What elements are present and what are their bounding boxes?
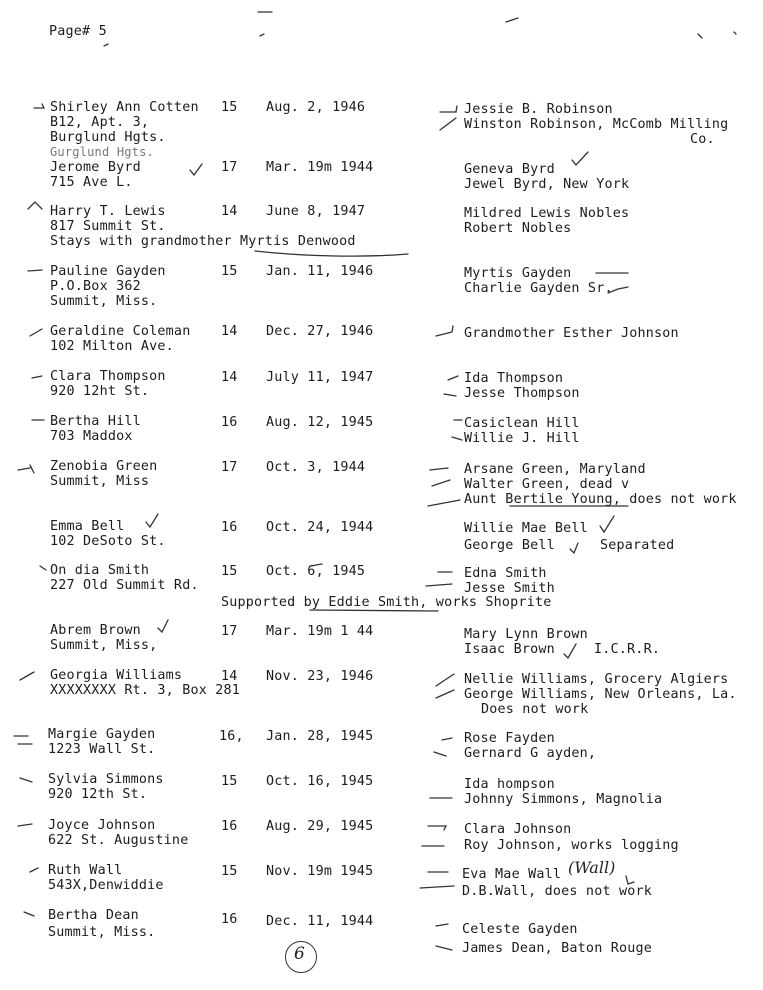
student-name: Margie Gayden — [48, 727, 156, 742]
student-age: 17 — [221, 460, 238, 475]
student-address: XXXXXXXX Rt. 3, Box 281 — [50, 683, 241, 698]
parent-name: Jesse Thompson — [464, 386, 580, 401]
student-age: 17 — [221, 624, 238, 639]
parent-name: Roy Johnson, works logging — [464, 838, 679, 853]
parent-note: Does not work — [481, 702, 589, 717]
student-dob: Jan. 11, 1946 — [266, 264, 374, 279]
student-age: 14 — [221, 204, 238, 219]
student-age: 15 — [221, 864, 238, 879]
student-dob: Aug. 12, 1945 — [266, 415, 374, 430]
student-address: 102 DeSoto St. — [50, 534, 166, 549]
parent-name: George Bell — [464, 538, 555, 553]
parent-name: Arsane Green, Maryland — [464, 462, 646, 477]
student-age: 17 — [221, 160, 238, 175]
handwritten-wall-note: (Wall) — [568, 858, 616, 877]
student-age: 15 — [221, 774, 238, 789]
student-dob: Oct. 16, 1945 — [266, 774, 374, 789]
parent-name: James Dean, Baton Rouge — [462, 941, 653, 956]
student-name: Zenobia Green — [50, 459, 158, 474]
student-address: 227 Old Summit Rd. — [50, 578, 199, 593]
student-address: 1223 Wall St. — [48, 742, 156, 757]
student-address: Summit, Miss — [50, 474, 150, 489]
parent-name: Nellie Williams, Grocery Algiers — [464, 672, 729, 687]
student-address: P.O.Box 362 — [50, 279, 141, 294]
student-address: Burglund Hgts. — [50, 130, 166, 145]
parent-name: Ida hompson — [464, 777, 555, 792]
parent-note: I.C.R.R. — [594, 642, 661, 657]
parent-name: Eva Mae Wall — [462, 867, 562, 882]
student-name: Abrem Brown — [50, 623, 141, 638]
student-age: 16 — [221, 520, 238, 535]
student-age: 16, — [219, 729, 244, 744]
parent-name: Jewel Byrd, New York — [464, 177, 630, 192]
student-address: 817 Summit St. — [50, 219, 166, 234]
student-dob: Aug. 2, 1946 — [266, 100, 366, 115]
parent-name: Jessie B. Robinson — [464, 102, 613, 117]
student-dob: June 8, 1947 — [266, 204, 366, 219]
parent-name: Robert Nobles — [464, 221, 572, 236]
student-age: 16 — [221, 819, 238, 834]
student-name: Ruth Wall — [48, 863, 123, 878]
parent-name: Geneva Byrd — [464, 162, 555, 177]
parent-name: Johnny Simmons, Magnolia — [464, 792, 663, 807]
student-age: 16 — [221, 415, 238, 430]
student-dob: Oct. 24, 1944 — [266, 520, 374, 535]
student-name: Pauline Gayden — [50, 264, 166, 279]
student-name: Harry T. Lewis — [50, 204, 166, 219]
student-address: Summit, Miss. — [48, 925, 156, 940]
parent-name: Charlie Gayden Sr. — [464, 281, 613, 296]
student-address: 715 Ave L. — [50, 175, 133, 190]
student-note: Supported by Eddie Smith, works Shoprite — [221, 595, 552, 610]
student-name: Shirley Ann Cotten — [50, 100, 199, 115]
handwritten-page-number: 6 — [294, 944, 305, 964]
student-name: Bertha Hill — [50, 414, 141, 429]
student-name: Joyce Johnson — [48, 818, 156, 833]
student-note: Stays with grandmother Myrtis Denwood — [50, 234, 356, 249]
student-dob: Mar. 19m 1 44 — [266, 624, 374, 639]
student-dob: Nov. 23, 1946 — [266, 669, 374, 684]
student-address: 622 St. Augustine — [48, 833, 189, 848]
parent-name: Willie J. Hill — [464, 431, 580, 446]
parent-name: Celeste Gayden — [462, 922, 578, 937]
parent-name: Clara Johnson — [464, 822, 572, 837]
student-address: 102 Milton Ave. — [50, 339, 174, 354]
student-dob: Nov. 19m 1945 — [266, 864, 374, 879]
student-name: Emma Bell — [50, 519, 125, 534]
parent-name: Willie Mae Bell — [464, 521, 588, 536]
student-age: 15 — [221, 564, 238, 579]
student-dob: Dec. 27, 1946 — [266, 324, 374, 339]
parent-name: Gernard G ayden, — [464, 746, 597, 761]
parent-name: Aunt Bertile Young, does not work — [464, 492, 737, 507]
parent-name: D.B.Wall, does not work — [462, 884, 653, 899]
student-age: 14 — [221, 370, 238, 385]
parent-name: Winston Robinson, McComb Milling — [464, 117, 729, 132]
parent-name: Walter Green, dead v — [464, 477, 630, 492]
student-age: 14 — [221, 324, 238, 339]
parent-name: George Williams, New Orleans, La. — [464, 687, 737, 702]
parent-name: Casiclean Hill — [464, 416, 580, 431]
parent-name: Co. — [690, 132, 715, 147]
parent-name: Mary Lynn Brown — [464, 627, 588, 642]
student-dob: Mar. 19m 1944 — [266, 160, 374, 175]
student-name: Sylvia Simmons — [48, 772, 164, 787]
student-dob: Oct. 3, 1944 — [266, 460, 366, 475]
parent-name: Mildred Lewis Nobles — [464, 206, 630, 221]
student-dob: Aug. 29, 1945 — [266, 819, 374, 834]
student-dob: July 11, 1947 — [266, 370, 374, 385]
student-dob: Dec. 11, 1944 — [266, 914, 374, 929]
student-age: 15 — [221, 100, 238, 115]
parent-name: Jesse Smith — [464, 581, 555, 596]
student-name: On dia Smith — [50, 563, 150, 578]
student-dob: Jan. 28, 1945 — [266, 729, 374, 744]
parent-name: Ida Thompson — [464, 371, 564, 386]
student-address: 920 12th St. — [48, 787, 148, 802]
student-address: 920 12ht St. — [50, 384, 150, 399]
student-address: B12, Apt. 3, — [50, 115, 150, 130]
student-age: 15 — [221, 264, 238, 279]
student-name: Clara Thompson — [50, 369, 166, 384]
student-age: 14 — [221, 669, 238, 684]
parent-name: Myrtis Gayden — [464, 266, 572, 281]
student-address: Summit, Miss. — [50, 294, 158, 309]
parent-name: Rose Fayden — [464, 731, 555, 746]
parent-name: Grandmother Esther Johnson — [464, 326, 679, 341]
student-address: Summit, Miss, — [50, 638, 158, 653]
student-address-faint: Gurglund Hgts. — [50, 145, 154, 159]
student-name: Georgia Williams — [50, 668, 183, 683]
student-name: Geraldine Coleman — [50, 324, 191, 339]
student-dob: Oct. 6, 1945 — [266, 564, 366, 579]
student-address: 703 Maddox — [50, 429, 133, 444]
student-name: Jerome Byrd — [50, 160, 141, 175]
parent-name: Isaac Brown — [464, 642, 555, 657]
student-name: Bertha Dean — [48, 908, 139, 923]
parent-note: Separated — [600, 538, 675, 553]
student-address: 543X,Denwiddie — [48, 878, 164, 893]
parent-name: Edna Smith — [464, 566, 547, 581]
page-label: Page# 5 — [49, 24, 107, 39]
student-age: 16 — [221, 912, 238, 927]
